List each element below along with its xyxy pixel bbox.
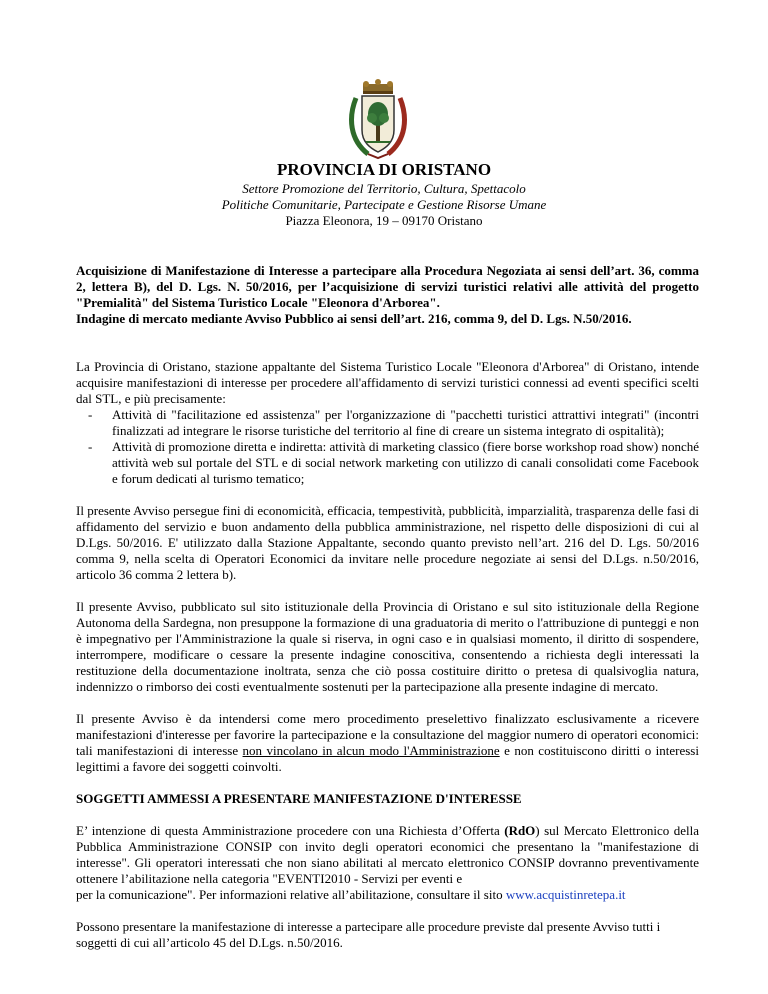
paragraph-preselection <box>76 711 699 775</box>
paragraph-text: ) sul Mercato Elettronico della Pubblica Amministrazione CONSIP con invito degli operatori economici che presentano la "manifestazione di interesse". Gli operatori interessati che non siano abilitati al mercato elettronico CONSIP dovranno preventivamente ottenere l’abilitazione nella categoria "EVENTI2010 - Servizi per eventi e <box>76 823 699 886</box>
acquistinretepa-link[interactable]: www.acquistinretepa.it <box>505 887 626 902</box>
coat-of-arms-icon <box>346 78 410 160</box>
paragraph-text: e non costituiscono diritti o interessi legittimi a favore dei soggetti coinvolti. <box>76 743 699 774</box>
document-body <box>76 263 699 967</box>
department-line-2: Politiche Comunitarie, Partecipate e Gestione Risorse Umane <box>221 197 547 212</box>
address: Piazza Eleonora, 19 – 09170 Oristano <box>285 213 483 228</box>
paragraph-text: E’ intenzione di questa Amministrazione procedere con una Richiesta d’Offerta <box>76 823 505 838</box>
paragraph-text: per la comunicazione". Per informazioni relative all’abilitazione, consultare il sito <box>76 887 506 902</box>
department-line-1: Settore Promozione del Territorio, Cultura, Spettacolo <box>242 181 526 196</box>
section-title: SOGGETTI AMMESSI A PRESENTARE MANIFESTAZIONE D'INTERESSE <box>76 791 522 806</box>
underlined-text: non vincolano in alcun modo l'Amministrazione <box>242 743 500 758</box>
list-item: - Attività di "facilitazione ed assistenza" per l'organizzazione di "pacchetti turistici attrattivi integrati" (incontri finalizzati ad integrare le risorse turistiche del territorio al fine di creare un sistema integrato di ospitalità); <box>76 407 699 439</box>
letterhead <box>0 160 768 229</box>
intro-paragraph: La Provincia di Oristano, stazione appaltante del Sistema Turistico Locale "Eleonora d'Arborea" di Oristano, intende acquisire manifestazioni di interesse per procedere all'affidamento di servizi turistici connessi ad eventi specifici scelti dal STL, e più precisamente: <box>76 359 699 406</box>
paragraph-aims: Il presente Avviso persegue fini di economicità, efficacia, tempestività, pubblicità, imparzialità, trasparenza delle fasi di affidamento del servizio e buon andamento della pubblica amministrazione, nel rispetto delle disposizioni di cui al D.Lgs. 50/2016. E' utilizzato dalla Stazione Appaltante, secondo quanto previsto nell’art. 216 del D. Lgs. 50/2016 comma 9, nella scelta di Operatori Economici da invitare nelle procedure negoziate ai sensi del D.Lgs. n.50/2016, articolo 36 comma 2 lettera b). <box>76 503 699 582</box>
section-paragraph-last-line <box>76 887 699 903</box>
paragraph-publication: Il presente Avviso, pubblicato sul sito istituzionale della Provincia di Oristano e sul sito istituzionale della Regione Autonoma della Sardegna, non presuppone la formazione di una graduatoria di merito o l'attribuzione di punteggi e non è impegnativo per l'Amministrazione la quale si riserva, in ogni caso e in qualsiasi momento, il diritto di sospendere, interrompere, modificare o cessare la presente indagine conoscitiva, consentendo a richiesta degli interessati la restituzione della documentazione inoltrata, senza che ciò possa costituire diritto o pretesa di qualsivoglia natura, indennizzo o rimborso dei costi eventualmente sostenuti per la partecipazione alla presente indagine di mercato. <box>76 599 699 694</box>
paragraph-text: Il presente Avviso è da intendersi come mero procedimento preselettivo finalizzato esclusivamente a ricevere manifestazioni d'interesse per favorire la partecipazione e la consultazione del maggior numero di operatori economici: tali manifestazioni di interesse <box>76 711 699 758</box>
eligibility-paragraph: Possono presentare la manifestazione di interesse a partecipare alle procedure previste dal presente Avviso tutti i soggetti di cui all’articolo 45 del D.Lgs. n.50/2016. <box>76 919 661 950</box>
rdo-bold: (RdO <box>504 823 536 838</box>
subject-block <box>76 263 699 327</box>
list-item: - Attività di promozione diretta e indiretta: attività di marketing classico (fiere borse workshop road show) nonché attività web sul portale del STL e di social network marketing con utilizzo di canali consolidati come Facebook e forum dedicati al turismo tematico; <box>76 439 699 487</box>
section-paragraph <box>76 823 699 887</box>
organization-name: PROVINCIA DI ORISTANO <box>276 160 492 179</box>
subject-line-1: Acquisizione di Manifestazione di Interesse a partecipare alla Procedura Negoziata ai sensi dell’art. 36, comma 2, lettera B), del D. Lgs. N. 50/2016, per l’acquisizione di servizi turistici relativi alle attività del progetto "Premialità" del Sistema Turistico Locale "Eleonora d'Arborea". <box>76 263 699 310</box>
service-list <box>76 407 699 487</box>
subject-line-2: Indagine di mercato mediante Avviso Pubblico ai sensi dell’art. 216, comma 9, del D. Lgs. N.50/2016. <box>76 311 632 326</box>
